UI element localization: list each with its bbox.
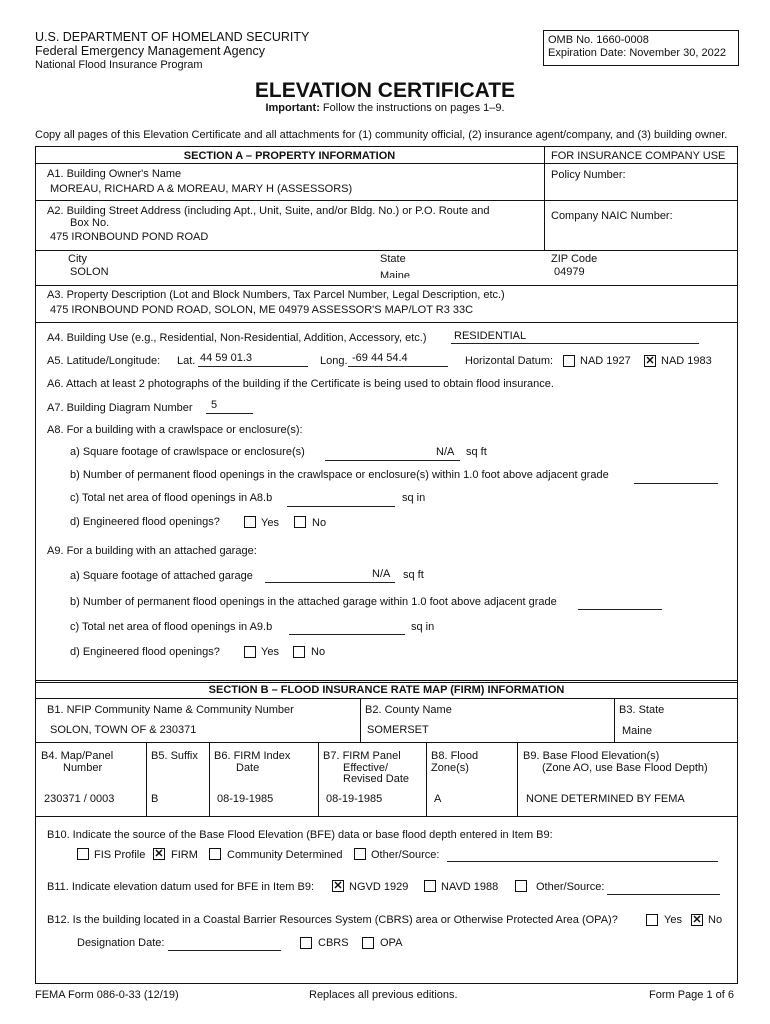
divider <box>35 250 738 251</box>
a9d-no-checkbox[interactable] <box>293 646 305 658</box>
a8d-yes-checkbox[interactable] <box>244 516 256 528</box>
section-b-title: SECTION B – FLOOD INSURANCE RATE MAP (FIRM) INFORMATION <box>208 684 565 696</box>
a8a-label: a) Square footage of crawlspace or enclosure(s) <box>70 446 305 458</box>
city-label: City <box>68 253 87 265</box>
a4-value[interactable]: RESIDENTIAL <box>454 330 527 342</box>
divider <box>426 742 427 816</box>
divider <box>35 698 738 699</box>
b9-label: B9. Base Flood Elevation(s) <box>523 750 660 762</box>
cbrs-label: CBRS <box>318 937 349 949</box>
a3-label: A3. Property Description (Lot and Block Numbers, Tax Parcel Number, Legal Description, etc.) <box>47 289 505 301</box>
a8a-underline <box>325 460 460 461</box>
a9b-label: b) Number of permanent flood openings in the attached garage within 1.0 foot above adjacent grade <box>70 596 557 608</box>
a8d-label: d) Engineered flood openings? <box>70 516 220 528</box>
expiration-date: Expiration Date: November 30, 2022 <box>548 47 726 59</box>
long-value[interactable]: -69 44 54.4 <box>352 352 408 364</box>
b11-other-input[interactable] <box>607 894 720 895</box>
cbrs-checkbox[interactable] <box>300 937 312 949</box>
replaces-note: Replaces all previous editions. <box>309 989 458 1001</box>
a4-underline <box>451 343 699 344</box>
a8b-underline[interactable] <box>634 483 718 484</box>
firm-checkbox[interactable]: ✕ <box>154 848 164 860</box>
copy-note: Copy all pages of this Elevation Certificate and all attachments for (1) community official, (2) insurance agent/company, and (3) building owner. <box>35 129 728 141</box>
long-label: Long. <box>320 355 348 367</box>
designation-date-label: Designation Date: <box>77 937 165 949</box>
a9d-label: d) Engineered flood openings? <box>70 646 220 658</box>
a8d-no-checkbox[interactable] <box>294 516 306 528</box>
divider <box>35 200 738 201</box>
a8a-value[interactable]: N/A <box>436 446 455 458</box>
b1-label: B1. NFIP Community Name & Community Number <box>47 704 294 716</box>
fis-profile-checkbox[interactable] <box>77 848 89 860</box>
b6-label-cont: Date <box>236 762 260 774</box>
b8-label-cont: Zone(s) <box>431 762 469 774</box>
a9a-underline <box>265 582 395 583</box>
a9c-unit: sq in <box>411 621 435 633</box>
divider <box>35 163 738 164</box>
omb-number: OMB No. 1660-0008 <box>548 34 649 46</box>
important-text: Follow the instructions on pages 1–9. <box>322 102 505 114</box>
a8a-unit: sq ft <box>466 446 487 458</box>
a8c-label: c) Total net area of flood openings in A8.b <box>70 492 273 504</box>
a8c-unit: sq in <box>402 492 426 504</box>
a9d-yes-label: Yes <box>261 646 279 658</box>
a9b-underline[interactable] <box>578 609 662 610</box>
page-title: ELEVATION CERTIFICATE <box>254 79 516 102</box>
a6-text: A6. Attach at least 2 photographs of the building if the Certificate is being used to obtain flood insurance. <box>47 378 554 390</box>
divider <box>614 698 615 742</box>
b11-label: B11. Indicate elevation datum used for BFE in Item B9: <box>47 881 314 893</box>
ngvd-label: NGVD 1929 <box>349 881 409 893</box>
b4-value[interactable]: 230371 / 0003 <box>44 793 115 805</box>
divider <box>35 816 738 817</box>
a1-label: A1. Building Owner's Name <box>47 168 182 180</box>
lat-value[interactable]: 44 59 01.3 <box>200 352 252 364</box>
a7-value[interactable]: 5 <box>211 399 218 411</box>
b7-label: B7. FIRM Panel <box>323 750 401 762</box>
program-name: National Flood Insurance Program <box>35 59 203 71</box>
b7-label-cont: Effective/ <box>343 762 389 774</box>
a9c-label: c) Total net area of flood openings in A9.b <box>70 621 273 633</box>
opa-checkbox[interactable] <box>362 937 374 949</box>
navd-label: NAVD 1988 <box>441 881 499 893</box>
community-determined-label: Community Determined <box>227 849 343 861</box>
page-number: Form Page 1 of 6 <box>649 989 734 1001</box>
divider <box>209 742 210 816</box>
a4-label: A4. Building Use (e.g., Residential, Non-Residential, Addition, Accessory, etc.) <box>47 332 427 344</box>
b12-yes-label: Yes <box>664 914 682 926</box>
b9-label-cont: (Zone AO, use Base Flood Depth) <box>542 762 708 774</box>
divider <box>360 698 361 742</box>
a1-value[interactable]: MOREAU, RICHARD A & MOREAU, MARY H (ASSESSORS) <box>50 183 353 195</box>
a8d-yes-label: Yes <box>261 517 279 529</box>
a9a-unit: sq ft <box>403 569 424 581</box>
a7-label: A7. Building Diagram Number <box>47 402 193 414</box>
b6-label: B6. FIRM Index <box>214 750 291 762</box>
b5-value[interactable]: B <box>151 793 159 805</box>
a9a-label: a) Square footage of attached garage <box>70 570 253 582</box>
b5-label: B5. Suffix <box>151 750 198 762</box>
state-label: State <box>380 253 406 265</box>
city-value[interactable]: SOLON <box>70 266 109 278</box>
navd-checkbox[interactable] <box>424 880 436 892</box>
a8d-no-label: No <box>312 517 327 529</box>
dept-name: U.S. DEPARTMENT OF HOMELAND SECURITY <box>35 30 310 44</box>
a8c-underline[interactable] <box>287 506 395 507</box>
policy-number-label: Policy Number: <box>551 169 626 181</box>
divider <box>544 146 545 250</box>
naic-label: Company NAIC Number: <box>551 210 673 222</box>
designation-date-input[interactable] <box>168 950 281 951</box>
b7-label-cont2: Revised Date <box>343 773 410 785</box>
b11-other-checkbox[interactable] <box>515 880 527 892</box>
b6-value[interactable]: 08-19-1985 <box>217 793 274 805</box>
a9-label: A9. For a building with an attached garage: <box>47 545 257 557</box>
b8-label: B8. Flood <box>431 750 479 762</box>
b12-no-label: No <box>708 914 723 926</box>
lat-label: Lat. <box>177 355 196 367</box>
zip-value[interactable]: 04979 <box>554 266 585 278</box>
a2-label: A2. Building Street Address (including Apt., Unit, Suite, and/or Bldg. No.) or P.O. Route and <box>47 205 490 217</box>
b4-label-cont: Number <box>63 762 103 774</box>
a2-value[interactable]: 475 IRONBOUND POND ROAD <box>50 231 209 243</box>
community-determined-checkbox[interactable] <box>209 848 221 860</box>
b12-yes-checkbox[interactable] <box>646 914 658 926</box>
zip-label: ZIP Code <box>551 253 598 265</box>
a8-label: A8. For a building with a crawlspace or enclosure(s): <box>47 424 303 436</box>
nad1927-checkbox[interactable] <box>563 355 575 367</box>
agency-name: Federal Emergency Management Agency <box>35 44 265 58</box>
opa-label: OPA <box>380 937 403 949</box>
divider <box>517 742 518 816</box>
a5-label: A5. Latitude/Longitude: <box>47 355 161 367</box>
a2-label-cont: Box No. <box>70 217 110 229</box>
a3-value[interactable]: 475 IRONBOUND POND ROAD, SOLON, ME 04979 ASSESSOR'S MAP/LOT R3 33C <box>50 304 474 316</box>
firm-label: FIRM <box>171 849 198 861</box>
a8b-label: b) Number of permanent flood openings in the crawlspace or enclosure(s) within 1.0 foot above adjacent grade <box>70 469 609 481</box>
long-underline <box>348 366 448 367</box>
ngvd-checkbox[interactable]: ✕ <box>333 880 343 892</box>
divider <box>318 742 319 816</box>
insurance-use-label: FOR INSURANCE COMPANY USE <box>551 150 726 162</box>
divider <box>35 742 738 743</box>
divider <box>35 285 738 286</box>
nad1927-label: NAD 1927 <box>580 355 631 367</box>
b2-value[interactable]: SOMERSET <box>367 724 429 736</box>
lat-underline <box>198 366 308 367</box>
b2-label: B2. County Name <box>365 704 452 716</box>
b8-value[interactable]: A <box>434 793 442 805</box>
a9d-yes-checkbox[interactable] <box>244 646 256 658</box>
a9c-underline[interactable] <box>289 634 405 635</box>
important-label: Important: <box>265 102 320 114</box>
divider <box>146 742 147 816</box>
fis-profile-label: FIS Profile <box>94 849 146 861</box>
b12-label: B12. Is the building located in a Coastal Barrier Resources System (CBRS) area or Otherwise Protected Area (OPA)? <box>47 914 618 926</box>
b9-value[interactable]: NONE DETERMINED BY FEMA <box>526 793 685 805</box>
other-source-label: Other/Source: <box>371 849 440 861</box>
important-note <box>0 102 770 114</box>
b1-value[interactable]: SOLON, TOWN OF & 230371 <box>50 724 197 736</box>
b3-value[interactable]: Maine <box>622 725 652 737</box>
other-source-checkbox[interactable] <box>354 848 366 860</box>
form-number: FEMA Form 086-0-33 (12/19) <box>35 989 179 1001</box>
state-field[interactable] <box>380 266 460 278</box>
a7-underline <box>206 413 253 414</box>
datum-label: Horizontal Datum: <box>465 355 554 367</box>
nad1983-label: NAD 1983 <box>661 355 712 367</box>
a9a-value[interactable]: N/A <box>372 568 391 580</box>
nad1983-checkbox[interactable]: ✕ <box>645 355 655 367</box>
state-value: Maine <box>380 270 410 278</box>
b4-label: B4. Map/Panel <box>41 750 114 762</box>
section-a-title: SECTION A – PROPERTY INFORMATION <box>183 150 396 162</box>
other-source-input[interactable] <box>447 861 718 862</box>
a9d-no-label: No <box>311 646 326 658</box>
b7-value[interactable]: 08-19-1985 <box>326 793 383 805</box>
b11-other-label: Other/Source: <box>536 881 605 893</box>
b10-label: B10. Indicate the source of the Base Flood Elevation (BFE) data or base flood depth entered in Item B9: <box>47 829 553 841</box>
omb-box <box>543 30 739 66</box>
b12-no-checkbox[interactable]: ✕ <box>692 914 702 926</box>
divider <box>35 322 738 323</box>
b3-label: B3. State <box>619 704 665 716</box>
